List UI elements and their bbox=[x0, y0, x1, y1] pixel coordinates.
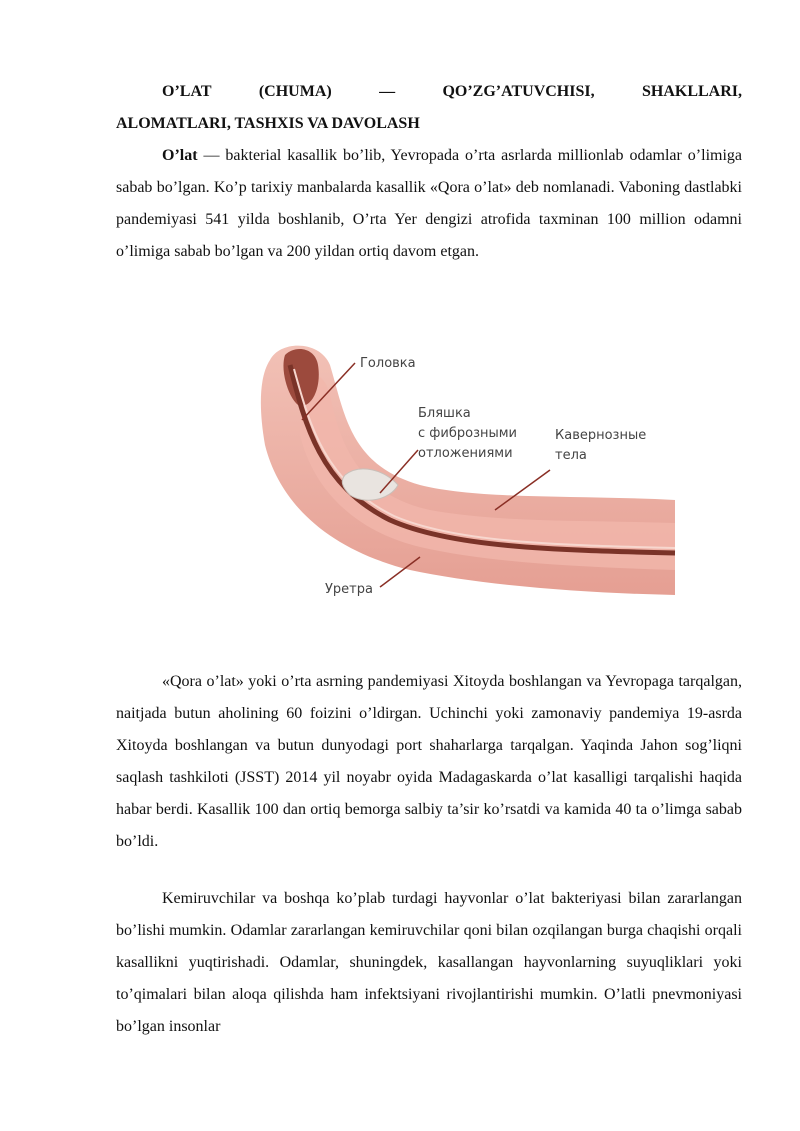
intro-term: O’lat bbox=[162, 147, 198, 164]
intro-text: — bakterial kasallik bo’lib, Yevropada o’rta asrlarda millionlab odamlar o’limiga sabab bo’lgan. Ko’p tarixiy manbalarda kasallik «Qora o’lat» deb nomlanadi. Vaboning dastlabki pandemiyasi 541 yilda boshlanib, O’rta Yer dengizi atrofida taxminan 100 million odamni o’limiga sabab bo’lgan va 200 yildan ortiq davom etgan. bbox=[116, 147, 742, 260]
title-line-1 bbox=[116, 76, 742, 108]
title-line-2: ALOMATLARI, TASHXIS VA DAVOLASH bbox=[116, 115, 420, 132]
label-cavernous-1: Кавернозные bbox=[555, 428, 647, 443]
title-word: O’LAT bbox=[162, 83, 212, 100]
label-cavernous-2: тела bbox=[555, 448, 587, 463]
anatomy-illustration bbox=[250, 335, 680, 605]
title-word: — bbox=[379, 83, 396, 100]
title-word: SHAKLLARI, bbox=[641, 83, 742, 100]
label-plaque-1: Бляшка bbox=[418, 406, 471, 421]
label-plaque-2: с фиброзными bbox=[418, 426, 517, 441]
body-paragraph-2: «Qora o’lat» yoki o’rta asrning pandemiyasi Xitoyda boshlangan va Yevropaga tarqalgan, naitjada butun aholining 60 foizini o’ldirgan. Uchinchi yoki zamonaviy pandemiya 19-asrda Xitoyda boshlangan va butun dunyodagi port shaharlarga tarqalgan. Yaqinda Jahon sog’liqni saqlash tashkiloti (JSST) 2014 yil noyabr oyida Madagaskarda o’lat kasalligi tarqalishi haqida habar berdi. Kasallik 100 dan ortiq bemorga salbiy ta’sir ko’rsatdi va kamida 40 ta o’limga sabab bo’ldi. bbox=[116, 673, 742, 850]
page-title bbox=[116, 76, 742, 140]
title-word: (CHUMA) bbox=[258, 83, 332, 100]
intro-paragraph bbox=[116, 140, 742, 268]
label-head: Головка bbox=[360, 356, 416, 371]
title-word: QO’ZG’ATUVCHISI, bbox=[442, 83, 595, 100]
body-paragraph-3: Kemiruvchilar va boshqa ko’plab turdagi hayvonlar o’lat bakteriyasi bilan zararlangan bo’lishi mumkin. Odamlar zararlangan kemiruvchilar qoni bilan ozqilangan burga chaqishi orqali kasallikni yuqtirishadi. Odamlar, shuningdek, kasallangan hayvonlarning suyuqliklari yoki to’qimalari bilan aloqa qilishda ham infektsiyani rivojlantirishi mumkin. O’latli pnevmoniyasi bo’lgan insonlar bbox=[116, 890, 742, 1035]
label-urethra: Уретра bbox=[325, 582, 373, 597]
anatomy-figure bbox=[250, 335, 680, 605]
label-plaque-3: отложениями bbox=[418, 446, 513, 461]
